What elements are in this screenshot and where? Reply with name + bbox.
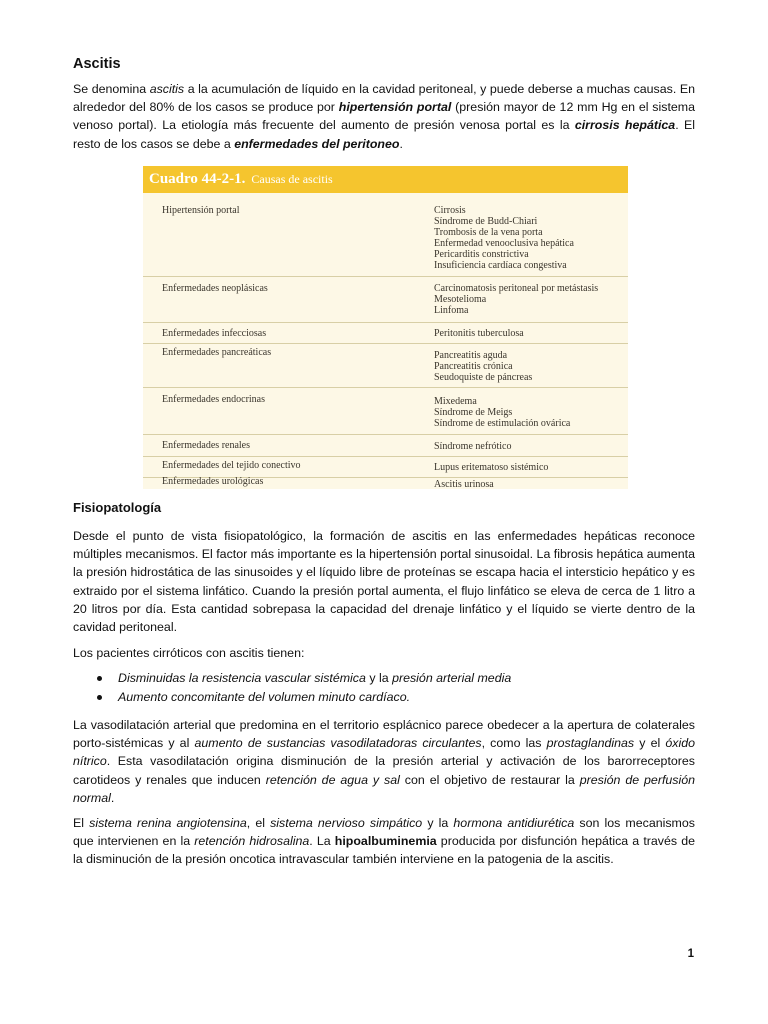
table-row: Enfermedades neoplásicas Carcinomatosis peritoneal por metástasis Mesotelioma Linfoma	[143, 277, 628, 323]
fisio-paragraph-2: Los pacientes cirróticos con ascitis tienen:	[73, 646, 305, 660]
bullet-list	[73, 669, 695, 706]
fisio-paragraph-3: La vasodilatación arterial que predomina en el territorio esplácnico parece obedecer a la apertura de colaterales porto-sistémicas y al aumento de sustancias vasodilatadoras circulantes, como las prostaglandinas y el óxido nítrico. Esta vasodilatación origina disminución de la presión arterial y activación de los barorreceptores carotideos y renales que inducen retención de agua y sal con el objetivo de restaurar la presión de perfusión normal.	[73, 718, 696, 805]
table-row: Enfermedades pancreáticas Pancreatitis aguda Pancreatitis crónica Seudoquiste de páncreas	[143, 344, 628, 388]
table-header: Cuadro 44-2-1. Causas de ascitis	[143, 166, 628, 193]
fisio-paragraph-1: Desde el punto de vista fisiopatológico, la formación de ascitis en las enfermedades hepáticas reconoce múltiples mecanismos. El factor más importante es la hipertensión portal sinusoidal. La fibrosis hepática aumenta la presión hidrostática de las sinusoides y el líquido libre de proteínas se escapa hacia el intersticio hepático y es extraido por el sistema linfático. Cuando la presión portal aumenta, el flujo linfático se eleva de cerca de 1 litro a 20 litros por día. Esta cantidad sobrepasa la capacidad del drenaje linfático y el líquido se vierte dentro de la cavidad peritoneal.	[73, 529, 695, 635]
list-item: Disminuidas la resistencia vascular sistémica y la presión arterial media	[73, 669, 695, 688]
table-row: Hipertensión portal Cirrosis Síndrome de Budd-Chiari Trombosis de la vena porta Enfermedad venooclusiva hepática Pericarditis constrictiva Insuficiencia cardíaca congestiva	[143, 193, 628, 277]
table-row: Enfermedades renales Síndrome nefrótico	[143, 435, 628, 457]
fisio-paragraph-4: El sistema renina angiotensina, el sistema nervioso simpático y la hormona antidiurética son los mecanismos que intervienen en la retención hidrosalina. La hipoalbuminemia producida por disfunción hepática a través de la disminución de la presión oncotica intravascular también interviene en la patogenia de la ascitis.	[73, 816, 695, 867]
page-number: 1	[687, 948, 694, 960]
table-row: Enfermedades infecciosas Peritonitis tuberculosa	[143, 323, 628, 344]
table-row: Enfermedades del tejido conectivo Lupus eritematoso sistémico	[143, 457, 628, 478]
causes-table-figure	[143, 166, 628, 489]
page-title: Ascitis	[73, 56, 121, 72]
table-row: Enfermedades endocrinas Mixedema Síndrome de Meigs Síndrome de estimulación ovárica	[143, 388, 628, 435]
table-row: Enfermedades urológicas Ascitis urinosa	[162, 476, 494, 490]
intro-paragraph: Se denomina ascitis a la acumulación de líquido en la cavidad peritoneal, y puede deberse a muchas causas. En alrededor del 80% de los casos se produce por hipertensión portal (presión mayor de 12 mm Hg en el sistema venoso portal). La etiología más frecuente del aumento de presión venosa portal es la cirrosis hepática. El resto de los casos se debe a enfermedades del peritoneo.	[73, 82, 696, 151]
section-heading-fisiopatologia: Fisiopatología	[73, 500, 162, 515]
list-item: Aumento concomitante del volumen minuto cardíaco.	[73, 688, 695, 707]
